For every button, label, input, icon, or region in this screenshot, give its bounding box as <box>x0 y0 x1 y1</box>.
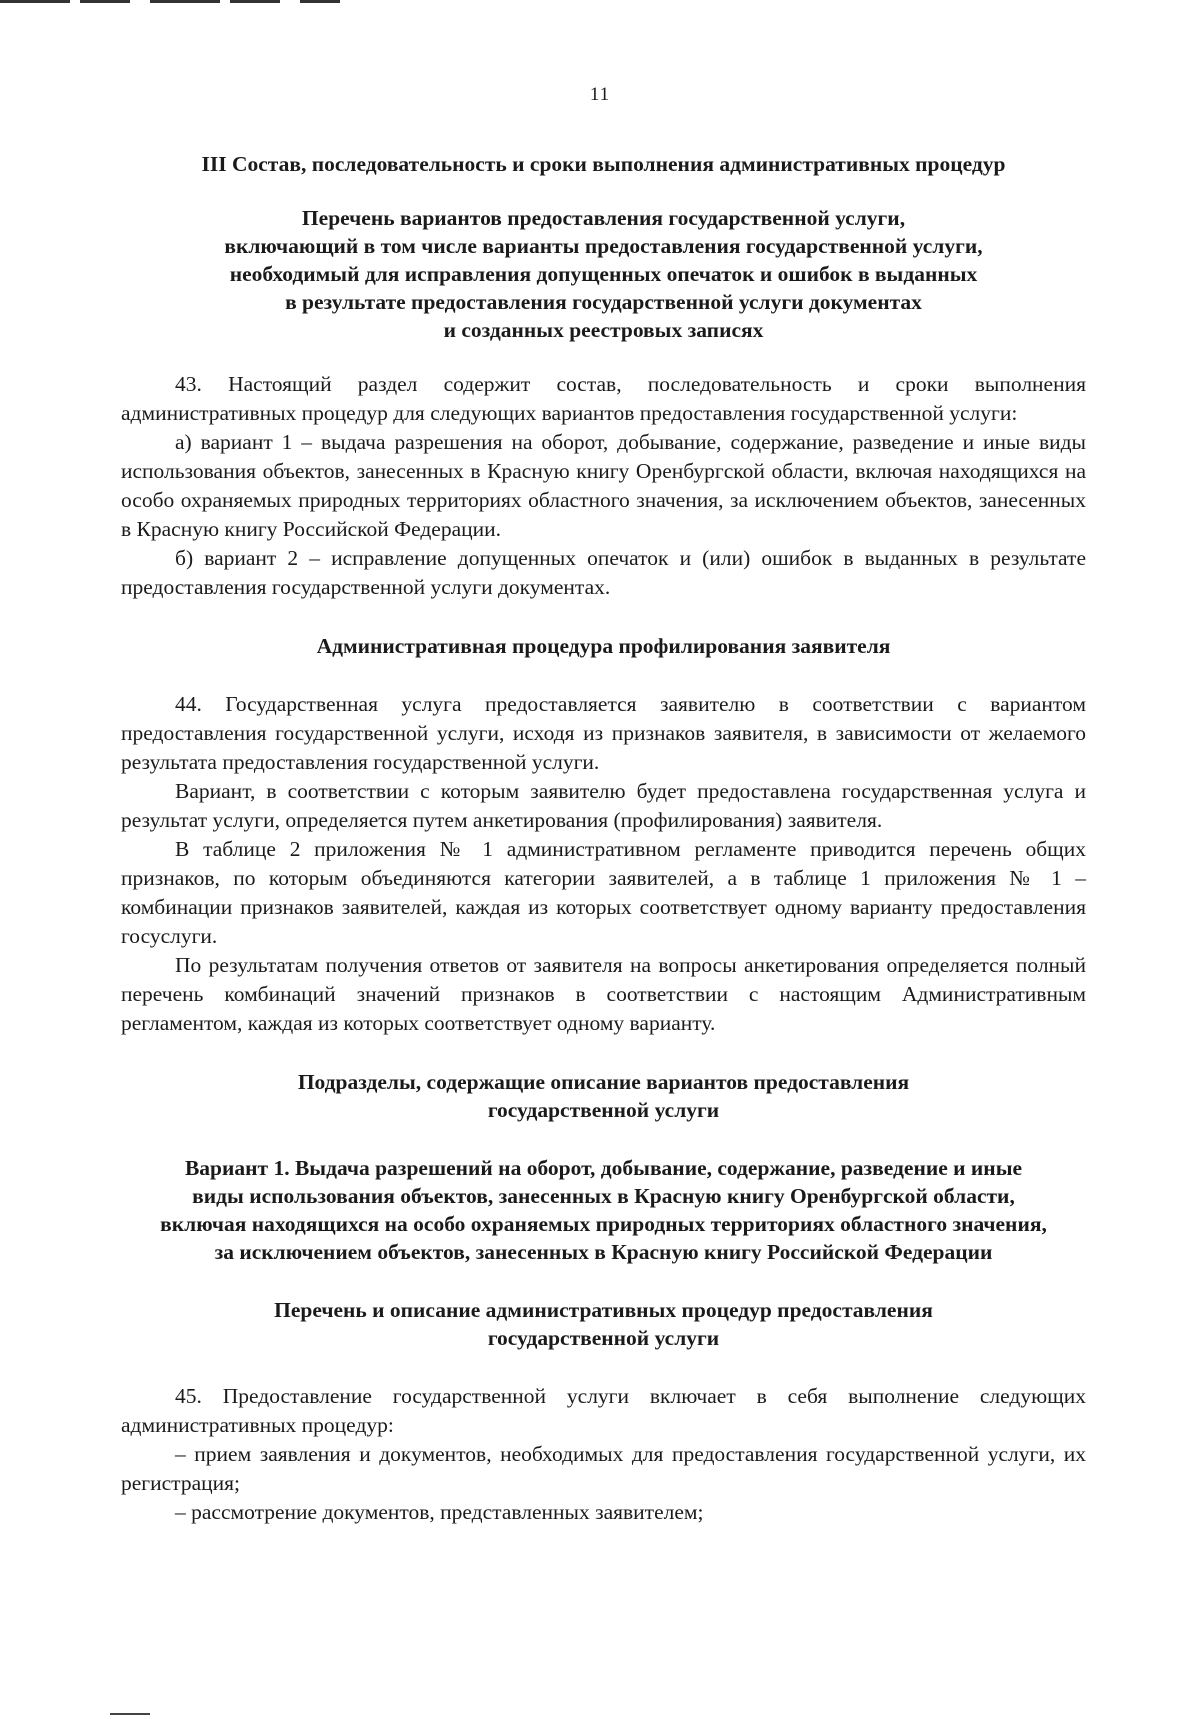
scan-edge-top <box>0 0 340 3</box>
paragraph-44-c: В таблице 2 приложения № 1 административном регламенте приводится перечень общих признаков, по которым объединяются категории заявителей, а в таблице 1 приложения № 1 – комбинации признаков заявителей, каждая из которых соответствует одному варианту предоставления госуслуги. <box>121 837 1086 948</box>
options-heading-line: в результате предоставления государственной услуги документах <box>285 290 922 314</box>
variant-1-heading <box>121 1154 1086 1266</box>
document-body <box>121 150 1086 1527</box>
paragraph-45: 45. Предоставление государственной услуги включает в себя выполнение следующих административных процедур: <box>121 1384 1086 1437</box>
paragraph-44-b: Вариант, в соответствии с которым заявителю будет предоставлена государственная услуга и результат услуги, определяется путем анкетирования (профилирования) заявителя. <box>121 779 1086 832</box>
procedures-heading-line: Перечень и описание административных процедур предоставления <box>274 1298 933 1322</box>
variant-1-heading-line: виды использования объектов, занесенных в Красную книгу Оренбургской области, <box>192 1184 1015 1208</box>
paragraph-43-b: б) вариант 2 – исправление допущенных опечаток и (или) ошибок в выданных в результате предоставления государственной услуги документах. <box>121 546 1086 599</box>
subsections-heading-line: Подразделы, содержащие описание вариантов предоставления <box>297 1070 910 1094</box>
options-heading <box>121 204 1086 344</box>
paragraph-43: 43. Настоящий раздел содержит состав, последовательность и сроки выполнения административных процедур для следующих вариантов предоставления государственной услуги: <box>121 372 1086 425</box>
paragraph-44-d: По результатам получения ответов от заявителя на вопросы анкетирования определяется полный перечень комбинаций значений признаков в соответствии с настоящим Административным регламентом, каждая из которых соответствует одному варианту. <box>121 953 1086 1035</box>
profiling-heading: Административная процедура профилирования заявителя <box>316 634 891 658</box>
variant-1-heading-line: Вариант 1. Выдача разрешений на оборот, добывание, содержание, разведение и иные <box>184 1156 1023 1180</box>
paragraph-45-a: – прием заявления и документов, необходимых для предоставления государственной услуги, их регистрация; <box>121 1442 1086 1495</box>
variant-1-heading-line: за исключением объектов, занесенных в Красную книгу Российской Федерации <box>214 1240 993 1264</box>
variant-1-heading-line: включая находящихся на особо охраняемых природных территориях областного значения, <box>160 1212 1047 1236</box>
options-heading-line: Перечень вариантов предоставления государственной услуги, <box>301 206 906 230</box>
options-heading-line: необходимый для исправления допущенных опечаток и ошибок в выданных <box>229 262 978 286</box>
options-heading-line: и созданных реестровых записях <box>443 318 764 342</box>
page-number: 11 <box>589 84 611 105</box>
options-heading-line: включающий в том числе варианты предоставления государственной услуги, <box>224 234 983 258</box>
procedures-heading-line: государственной услуги <box>487 1326 720 1350</box>
scan-edge-bottom <box>110 1713 150 1715</box>
paragraph-45-b: – рассмотрение документов, представленных заявителем; <box>175 1500 704 1524</box>
paragraph-44: 44. Государственная услуга предоставляется заявителю в соответствии с вариантом предоставления государственной услуги, исходя из признаков заявителя, в зависимости от желаемого результата предоставления государственной услуги. <box>121 692 1086 774</box>
section-title: III Состав, последовательность и сроки выполнения административных процедур <box>201 152 1006 176</box>
subsections-heading-line: государственной услуги <box>487 1098 720 1122</box>
procedures-heading <box>121 1296 1086 1352</box>
subsections-heading <box>121 1068 1086 1124</box>
paragraph-43-a: а) вариант 1 – выдача разрешения на оборот, добывание, содержание, разведение и иные виды использования объектов, занесенных в Красную книгу Оренбургской области, включая находящихся на особо охраняемых природных территориях областного значения, за исключением объектов, занесенных в Красную книгу Российской Федерации. <box>121 430 1086 541</box>
